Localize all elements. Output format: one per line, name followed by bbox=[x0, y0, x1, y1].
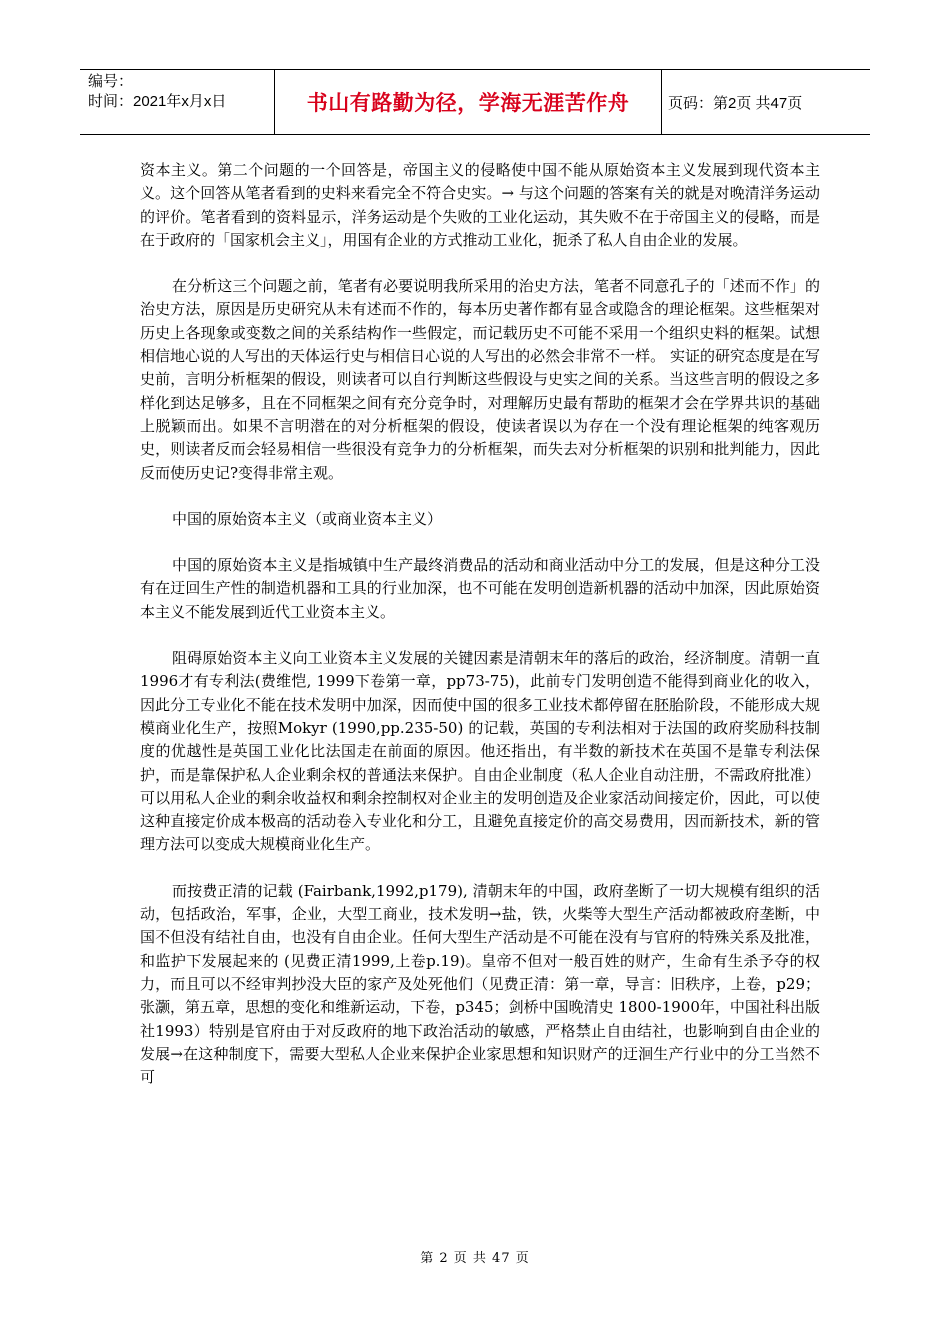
section-heading: 中国的原始资本主义（或商业资本主义） bbox=[172, 509, 443, 528]
body-paragraph-definition: 中国的原始资本主义是指城镇中生产最终消费品的活动和商业活动中分工的发展，但是这种分工没有在迂回生产性的制造机器和工具的行业加深，也不可能在发明创造新机器的活动中加深，因此原始资本主义不能发展到近代工业资本主义。 bbox=[140, 556, 820, 621]
header-motto: 书山有路勤为径，学海无涯苦作舟 bbox=[275, 70, 662, 134]
header-meta-cell bbox=[80, 70, 275, 134]
document-date-label: 时间：2021年x月x日 bbox=[88, 93, 227, 110]
body-paragraph-method: 在分析这三个问题之前，笔者有必要说明我所采用的治史方法，笔者不同意孔子的「述而不作」的治史方法，原因是历史研究从未有述而不作的，每本历史著作都有显含或隐含的理论框架。这些框架对历史上各现象或变数之间的关系结构作一些假定，而记载历史不可能不采用一个组织史料的框架。试想相信地心说的人写出的天体运行史与相信日心说的人写出的必然会非常不一样。 实证的研究态度是在写史前，言明分析框架的假设，则读者可以自行判断这些假设与史实之间的关系。当这些言明的假设之多样化到达足够多，且在不同框架之间有充分竞争时，对理解历史最有帮助的框架才会在学界共识的基础上脱颖而出。如果不言明潜在的对分析框架的假设，使读者误以为存在一个没有理论框架的纯客观历史，则读者反而会轻易相信一些很没有竞争力的分析框架，而失去对分析框架的识别和批判能力，因此反而使历史记?变得非常主观。 bbox=[140, 277, 820, 482]
body-paragraph-continuation: 资本主义。第二个问题的一个回答是，帝国主义的侵略使中国不能从原始资本主义发展到现代资本主义。这个回答从笔者看到的史料来看完全不符合史实。→ 与这个问题的答案有关的就是对晚清洋务运动的评价。笔者看到的资料显示，洋务运动是个失败的工业化运动，其失败不在于帝国主义的侵略，而是在于政府的「国家机会主义」，用国有企业的方式推动工业化，扼杀了私人自由企业的发展。 bbox=[140, 161, 820, 249]
document-header bbox=[80, 69, 870, 135]
document-number-label: 编号： bbox=[88, 73, 134, 90]
page-footer: 第 2 页 共 47 页 bbox=[420, 1251, 530, 1266]
body-paragraph-patent: 阻碍原始资本主义向工业资本主义发展的关键因素是清朝末年的落后的政治，经济制度。清朝一直1996才有专利法(费维恺, 1999下卷第一章，pp73-75)，此前专门发明创造不能得到商业化的收入，因此分工专业化不能在技术发明中加深，因而使中国的很多工业技术都停留在胚胎阶段，不能形成大规模商业化生产，按照Mokyr (1990,pp.235-50) 的记载，英国的专利法相对于法国的政府奖励科技制度的优越性是英国工业化比法国走在前面的原因。他还指出，有半数的新技术在英国不是靠专利法保护，而是靠保护私人企业剩余权的普通法来保护。自由企业制度（私人企业自动注册，不需政府批准）可以用私人企业的剩余收益权和剩余控制权对企业主的发明创造及企业家活动间接定价，因此，可以使这种直接定价成本极高的活动卷入专业化和分工，且避免直接定价的高交易费用，因而新技术，新的管理方法可以变成大规模商业化生产。 bbox=[140, 649, 820, 854]
body-paragraph-fairbank: 而按费正清的记载 (Fairbank,1992,p179), 清朝末年的中国，政府垄断了一切大规模有组织的活动，包括政治，军事，企业，大型工商业，技术发明→盐，铁，火柴等大型生产活动都被政府垄断，中国不但没有结社自由，也没有自由企业。任何大型生产活动是不可能在没有与官府的特殊关系及批准，和监护下发展起来的 (见费正清1999,上卷p.19)。皇帝不但对一般百姓的财产，生命有生杀予夺的权力，而且可以不经审判抄没大臣的家产及处死他们（见费正清：第一章，导言：旧秩序，上卷，p29；张灏，第五章，思想的变化和维新运动，下卷，p345；剑桥中国晚清史 1800-1900年，中国社科出版社1993）特别是官府由于对反政府的地下政治活动的敏感，严格禁止自由结社，也影响到自由企业的发展→在这种制度下，需要大型私人企业来保护企业家思想和知识财产的迂洄生产行业中的分工当然不可 bbox=[140, 881, 820, 1087]
document-body bbox=[140, 159, 820, 1112]
header-page-number: 页码：第2页 共47页 bbox=[668, 94, 803, 112]
